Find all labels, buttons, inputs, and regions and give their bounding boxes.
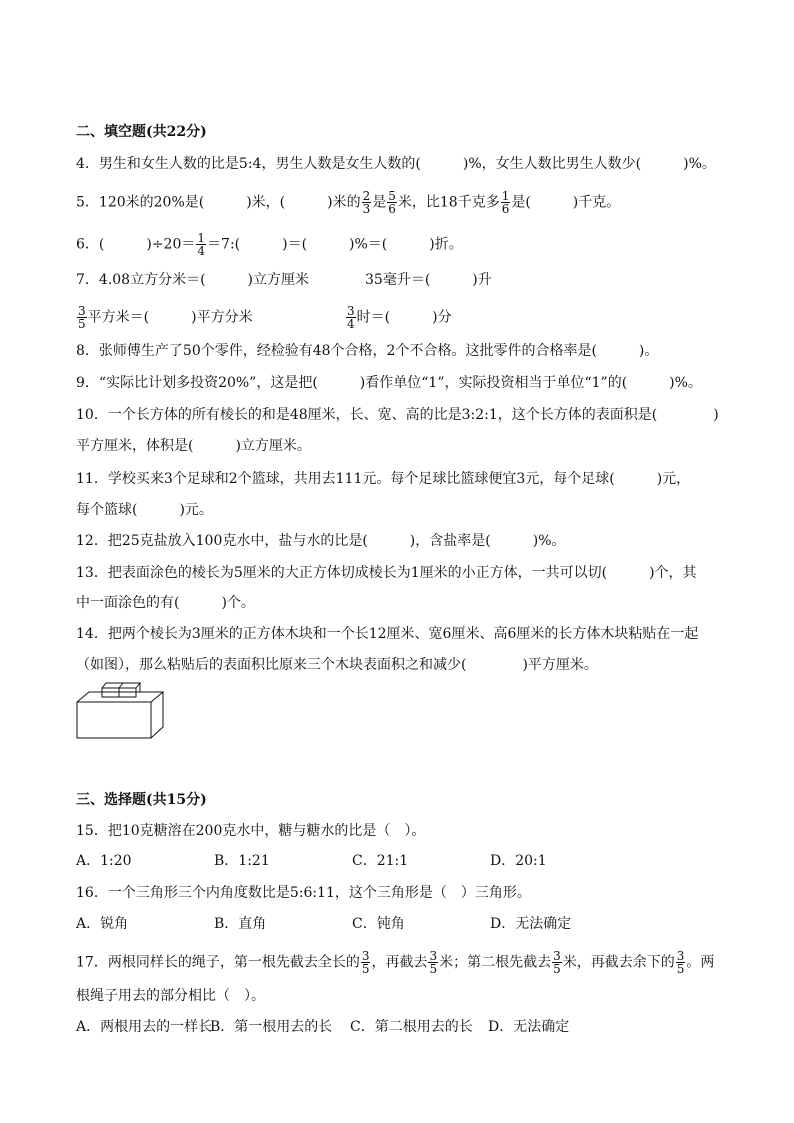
q17-text-c: 米；第二根先截去 [439, 954, 552, 971]
question-6 [76, 232, 463, 257]
q17-option-d[interactable]: D．无法确定 [488, 1019, 570, 1035]
q7-text-2a: 平方米＝( )平方分米 [87, 309, 253, 326]
q17-option-a[interactable]: A．两根用去的一样长 [76, 1019, 213, 1035]
q5-text-d: 是( )千克。 [511, 194, 621, 211]
q17-text-a: 17．两根同样长的绳子，第一根先截去全长的 [76, 954, 360, 971]
q17-text-e: 。两 [686, 954, 715, 971]
q5-text-c: 米，比18千克多 [397, 194, 500, 211]
q17-fraction-3: $\frac{3}{5}$ [553, 949, 561, 976]
q5-text-a: 5．120米的20%是( )米，( )米的 [76, 194, 361, 211]
q5-text-b: 是 [372, 194, 387, 211]
q16-option-b[interactable]: B．直角 [214, 916, 267, 932]
question-13-line-2: 中一面涂色的有( )个。 [76, 595, 255, 611]
q15-option-d[interactable]: D．20:1 [490, 853, 547, 869]
question-14-line-1: 14．把两个棱长为3厘米的正方体木块和一个长12厘米、宽6厘米、高6厘米的长方体木块粘贴在一起 [76, 626, 699, 642]
q16-option-c[interactable]: C．钝角 [352, 916, 405, 932]
q7-text-2b: 时＝( )分 [356, 309, 452, 326]
question-9: 9．“实际比计划多投资20%”，这是把( )看作单位“1”，实际投资相当于单位“1”的( )%。 [76, 375, 702, 391]
section-title-choice: 三、选择题(共15分) [76, 792, 207, 808]
q17-fraction-1: $\frac{3}{5}$ [361, 949, 370, 976]
cuboid-with-cubes-figure [76, 680, 176, 740]
question-14-line-2: （如图），那么粘贴后的表面积比原来三个木块表面积之和减少( )平方厘米。 [76, 657, 598, 673]
q16-option-a[interactable]: A．锐角 [76, 916, 129, 932]
question-16: 16．一个三角形三个内角度数比是5:6:11，这个三角形是（ ）三角形。 [76, 885, 531, 901]
q15-option-c[interactable]: C．21:1 [352, 853, 409, 869]
section-title-fill-blank: 二、填空题(共22分) [76, 124, 207, 140]
question-17-line-1 [76, 950, 714, 975]
q17-option-b[interactable]: B．第一根用去的长 [210, 1019, 333, 1035]
q5-fraction-3: $\frac{1}{6}$ [501, 189, 510, 216]
question-8: 8．张师傅生产了50个零件，经检验有48个合格，2个不合格。这批零件的合格率是( )。 [76, 343, 659, 359]
q17-text-d: 米，再截去余下的 [562, 954, 675, 971]
q17-fraction-4: $\frac{3}{5}$ [676, 949, 685, 976]
q7-fraction-1: $\frac{3}{5}$ [78, 304, 86, 331]
q5-fraction-1: $\frac{2}{3}$ [362, 189, 371, 216]
question-7-line-1: 7．4.08立方分米＝( )立方厘米 [76, 272, 310, 288]
question-17-line-2: 根绳子用去的部分相比（ ）。 [76, 988, 265, 1004]
question-7-line-2b [345, 305, 452, 330]
question-7-line-1b: 35毫升＝( )升 [365, 272, 492, 288]
question-5 [76, 190, 620, 215]
q6-text-a: 6．( )÷20＝ [76, 236, 196, 253]
question-11-line-2: 每个篮球( )元。 [76, 502, 213, 518]
question-10-line-1: 10．一个长方体的所有棱长的和是48厘米，长、宽、高的比是3:2:1，这个长方体的表面积是( ) [76, 407, 719, 423]
question-11-line-1: 11．学校买来3个足球和2个篮球，共用去111元。每个足球比篮球便宜3元，每个足球( )元， [76, 471, 691, 487]
q16-option-d[interactable]: D．无法确定 [490, 916, 572, 932]
q17-text-b: ，再截去 [371, 954, 428, 971]
q5-fraction-2: $\frac{5}{6}$ [388, 189, 396, 216]
q6-fraction: $\frac{1}{4}$ [197, 231, 206, 258]
q6-text-b: ＝7:( )＝( )%＝( )折。 [207, 236, 463, 253]
q17-fraction-2: $\frac{3}{5}$ [429, 949, 438, 976]
question-13-line-1: 13．把表面涂色的棱长为5厘米的大正方体切成棱长为1厘米的小正方体，一共可以切( )个，其 [76, 565, 697, 581]
q17-option-c[interactable]: C．第二根用去的长 [350, 1019, 473, 1035]
q15-option-b[interactable]: B．1:21 [214, 853, 270, 869]
question-4: 4．男生和女生人数的比是5:4，男生人数是女生人数的( )%，女生人数比男生人数少( )%。 [76, 156, 716, 172]
q7-fraction-2: $\frac{3}{4}$ [347, 304, 355, 331]
question-10-line-2: 平方厘米，体积是( )立方厘米。 [76, 438, 311, 454]
question-12: 12．把25克盐放入100克水中，盐与水的比是( )，含盐率是( )%。 [76, 533, 566, 549]
question-15: 15．把10克糖溶在200克水中，糖与糖水的比是（ ）。 [76, 823, 426, 839]
question-7-line-2a [76, 305, 253, 330]
q15-option-a[interactable]: A．1:20 [76, 853, 132, 869]
